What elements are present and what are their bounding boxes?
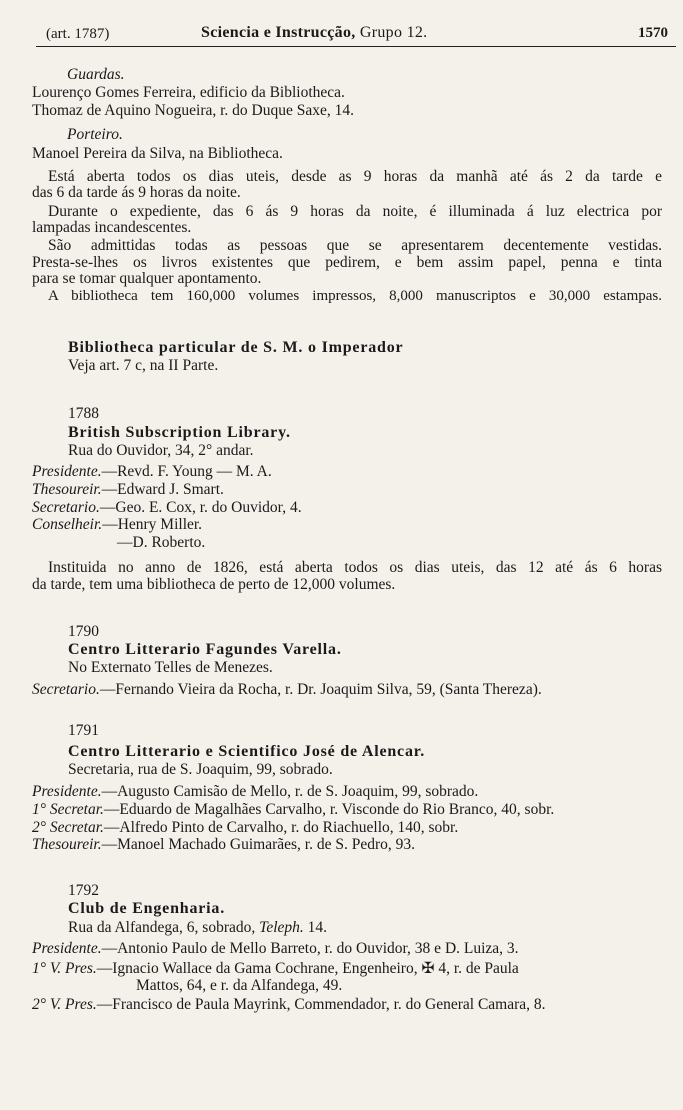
officer-role: Secretario. bbox=[32, 681, 100, 698]
running-header bbox=[36, 24, 676, 47]
officer-role: Presidente. bbox=[32, 940, 102, 957]
entry-1788-address: Rua do Ouvidor, 34, 2° andar. bbox=[68, 442, 254, 459]
entry-1788-officer-2 bbox=[32, 481, 224, 498]
hours-paragraph-line-2: das 6 da tarde ás 9 horas da noite. bbox=[32, 184, 241, 201]
entry-1791-officer-3 bbox=[32, 819, 458, 836]
collection-paragraph: A bibliotheca tem 160,000 volumes impressos, 8,000 manuscriptos e 30,000 estampas. bbox=[48, 288, 662, 304]
guarda-1: Lourenço Gomes Ferreira, edificio da Bibliotheca. bbox=[32, 84, 345, 101]
page-number: 1570 bbox=[638, 25, 668, 41]
officer-role: Thesoureir. bbox=[32, 836, 102, 853]
imperador-library-title: Bibliotheca particular de S. M. o Imperador bbox=[68, 339, 404, 356]
officer-name: —Manoel Machado Guimarães, r. de S. Pedro, 93. bbox=[101, 836, 416, 853]
imperador-reference: Veja art. 7 c, na II Parte. bbox=[68, 357, 219, 374]
officer-role: Secretario. bbox=[32, 499, 100, 516]
entry-1791-number: 1791 bbox=[68, 722, 99, 739]
entry-1790-officer-1 bbox=[32, 681, 542, 698]
officer-name: —Revd. F. Young — M. A. bbox=[101, 463, 272, 480]
porteiro-name: Manoel Pereira da Silva, na Bibliotheca. bbox=[32, 145, 283, 162]
officer-name: —Francisco de Paula Mayrink, Commendador, r. do General Camara, 8. bbox=[96, 996, 546, 1013]
officer-name: —Augusto Camisão de Mello, r. de S. Joaquim, 99, sobrado. bbox=[101, 783, 479, 800]
admission-paragraph-line-3: para se tomar qualquer apontamento. bbox=[32, 270, 262, 287]
header-title-text: Sciencia e Instrucção, bbox=[201, 24, 356, 41]
entry-1790-number: 1790 bbox=[68, 623, 99, 640]
entry-1792-address bbox=[68, 919, 327, 936]
officer-name: —Edward J. Smart. bbox=[101, 481, 224, 498]
entry-1791-title: Centro Litterario e Scientifico José de Alencar. bbox=[68, 743, 425, 760]
entry-1788-paragraph-line-2: da tarde, tem uma bibliotheca de perto de 12,000 volumes. bbox=[32, 576, 396, 593]
entry-1788-paragraph-line-1: Instituida no anno de 1826, está aberta todos os dias uteis, das 12 até ás 6 horas bbox=[48, 559, 662, 576]
officer-role: Presidente. bbox=[32, 783, 102, 800]
entry-1792-number: 1792 bbox=[68, 882, 99, 899]
entry-1788-officer-1 bbox=[32, 463, 272, 480]
officer-name: —Geo. E. Cox, r. do Ouvidor, 4. bbox=[99, 499, 302, 516]
hours-paragraph-line-1: Está aberta todos os dias uteis, desde as 9 horas da manhã até ás 2 da tarde e bbox=[48, 168, 662, 185]
entry-1791-officer-1 bbox=[32, 783, 478, 800]
guardas-heading: Guardas. bbox=[67, 66, 125, 83]
admission-paragraph-line-1: São admittidas todas as pessoas que se apresentarem decentemente vestidas. bbox=[48, 237, 662, 254]
officer-name: —Alfredo Pinto de Carvalho, r. do Riachuello, 140, sobr. bbox=[103, 819, 459, 836]
officer-role: Conselheir. bbox=[32, 516, 103, 533]
entry-1791-officer-2 bbox=[32, 801, 554, 818]
entry-1790-address: No Externato Telles de Menezes. bbox=[68, 659, 273, 676]
header-title bbox=[201, 24, 427, 42]
entry-1791-address: Secretaria, rua de S. Joaquim, 99, sobrado. bbox=[68, 761, 333, 778]
guarda-2: Thomaz de Aquino Nogueira, r. do Duque Saxe, 14. bbox=[32, 102, 354, 119]
lighting-paragraph-line-2: lampadas incandescentes. bbox=[32, 219, 192, 236]
entry-1788-officer-5: —D. Roberto. bbox=[117, 534, 206, 551]
officer-role: 2° V. Pres. bbox=[32, 996, 97, 1013]
header-group: Grupo 12. bbox=[359, 24, 428, 41]
entry-1792-officer-3 bbox=[32, 996, 546, 1013]
officer-role: 2° Secretar. bbox=[32, 819, 104, 836]
teleph-number: 14. bbox=[303, 919, 328, 936]
officer-name: —Antonio Paulo de Mello Barreto, r. do Ouvidor, 38 e D. Luiza, 3. bbox=[101, 940, 519, 957]
officer-role: Presidente. bbox=[32, 463, 102, 480]
officer-name: —Fernando Vieira da Rocha, r. Dr. Joaquim Silva, 59, (Santa Thereza). bbox=[99, 681, 542, 698]
entry-1788-officer-4 bbox=[32, 516, 202, 533]
entry-1792-officer-2 bbox=[32, 960, 519, 977]
entry-1791-officer-4 bbox=[32, 836, 415, 853]
entry-1788-number: 1788 bbox=[68, 405, 99, 422]
admission-paragraph-line-2: Presta-se-lhes os livros existentes que pedirem, e bem assim papel, penna e tinta bbox=[32, 254, 662, 271]
officer-name: —Ignacio Wallace da Gama Cochrane, Engenheiro, ✠ 4, r. de Paula bbox=[96, 960, 519, 977]
lighting-paragraph-line-1: Durante o expediente, das 6 ás 9 horas da noite, é illuminada á luz electrica por bbox=[48, 203, 662, 220]
officer-role: 1° Secretar. bbox=[32, 801, 104, 818]
entry-1792-title: Club de Engenharia. bbox=[68, 900, 226, 917]
teleph-label: Teleph. bbox=[259, 919, 304, 936]
porteiro-heading: Porteiro. bbox=[67, 126, 123, 143]
entry-1792-officer-1 bbox=[32, 940, 519, 957]
officer-role: Thesoureir. bbox=[32, 481, 102, 498]
header-article: (art. 1787) bbox=[46, 26, 110, 42]
officer-name: —Eduardo de Magalhães Carvalho, r. Visconde do Rio Branco, 40, sobr. bbox=[103, 801, 555, 818]
entry-1788-officer-3 bbox=[32, 499, 302, 516]
entry-1788-title: British Subscription Library. bbox=[68, 424, 291, 441]
officer-role: 1° V. Pres. bbox=[32, 960, 97, 977]
entry-1792-officer-2-continued: Mattos, 64, e r. da Alfandega, 49. bbox=[136, 977, 343, 994]
entry-1790-title: Centro Litterario Fagundes Varella. bbox=[68, 641, 342, 658]
address-text: Rua da Alfandega, 6, sobrado, bbox=[68, 919, 260, 936]
officer-name: —Henry Miller. bbox=[102, 516, 203, 533]
